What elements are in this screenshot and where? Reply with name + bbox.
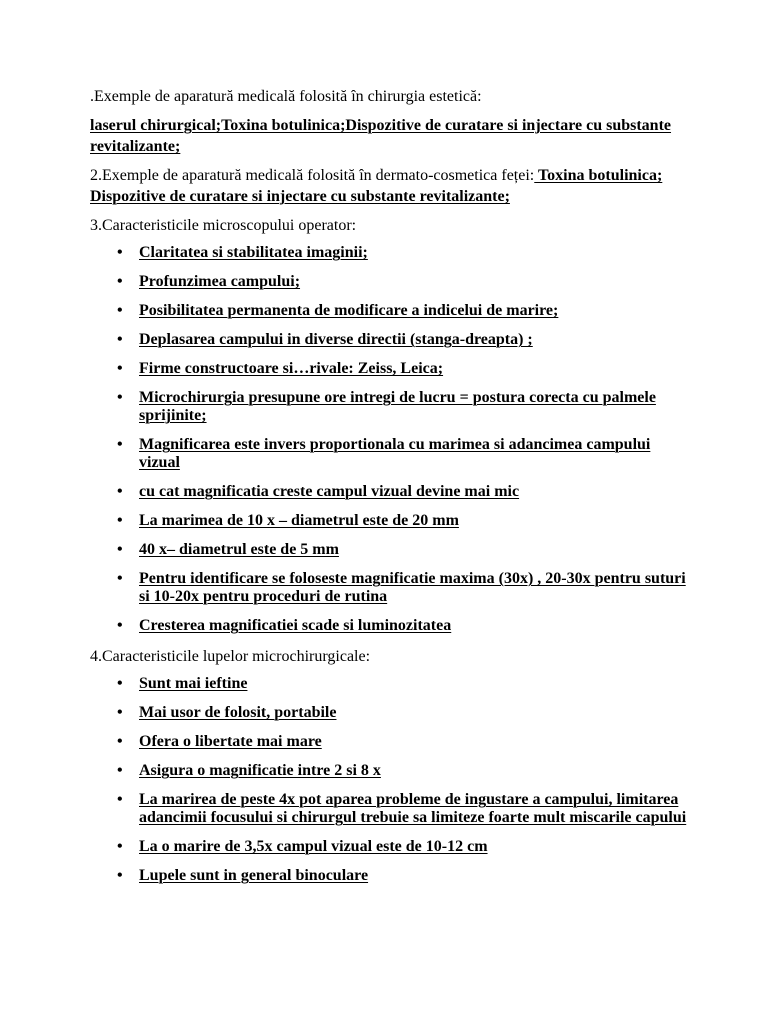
list-item-text: Lupele sunt in general binoculare	[139, 867, 369, 884]
list-item: • Deplasarea campului in diverse directii (stanga-dreapta) ;	[117, 331, 533, 348]
list-item: • Magnificarea este invers proportionala cu marimea si adancimea campului vizual	[117, 436, 651, 471]
list-item: • Mai usor de folosit, portabile	[117, 704, 337, 721]
list-item: • Firme constructoare si…rivale: Zeiss, Leica;	[117, 360, 444, 377]
list-item-text: La marimea de 10 x – diametrul este de 20 mm	[139, 512, 459, 529]
list-item: • Cresterea magnificatiei scade si luminozitatea	[117, 617, 452, 634]
list-item: • La marirea de peste 4x pot aparea probleme de ingustare a campului, limitarea adancimii focusului si chirurgul trebuie sa limiteze foarte mult miscarile capului	[117, 791, 687, 826]
section1-heading: .Exemple de aparatură medicală folosită în chirurgia estetică:	[90, 88, 482, 105]
list-item-text: Profunzimea campului;	[139, 273, 301, 290]
list-item: • Ofera o libertate mai mare	[117, 733, 322, 750]
list-item-text: Ofera o libertate mai mare	[139, 733, 322, 750]
list-item-text: Sunt mai ieftine	[139, 675, 248, 692]
list-item-text: La marirea de peste 4x pot aparea probleme de ingustare a campului, limitarea adancimii focusului si chirurgul trebuie sa limiteze foarte mult miscarile capului	[139, 791, 687, 826]
list-item-text: La o marire de 3,5x campul vizual este de 10-12 cm	[139, 838, 488, 855]
list-item: • Pentru identificare se foloseste magnificatie maxima (30x) , 20-30x pentru suturi si 10-20x pentru proceduri de rutina	[117, 570, 686, 605]
list-item-text: Claritatea si stabilitatea imaginii;	[139, 244, 368, 261]
section4-list	[90, 675, 690, 885]
list-item: • Claritatea si stabilitatea imaginii;	[117, 244, 368, 261]
list-item: • Profunzimea campului;	[117, 273, 301, 290]
section3-heading: 3.Caracteristicile microscopului operator:	[90, 217, 357, 234]
list-item: • cu cat magnificatia creste campul vizual devine mai mic	[117, 483, 520, 500]
list-item: • Posibilitatea permanenta de modificare a indicelui de marire;	[117, 302, 559, 319]
list-item-text: cu cat magnificatia creste campul vizual devine mai mic	[139, 483, 520, 500]
list-item-text: Posibilitatea permanenta de modificare a indicelui de marire;	[139, 302, 559, 319]
section2-answer: Toxina botulinica; Dispozitive de curatare si injectare cu substante revitalizante;	[90, 167, 663, 205]
list-item-text: Magnificarea este invers proportionala cu marimea si adancimea campului vizual	[139, 436, 651, 471]
list-item: • Microchirurgia presupune ore intregi de lucru = postura corecta cu palmele sprijinite;	[117, 389, 656, 424]
list-item: • 40 x– diametrul este de 5 mm	[117, 541, 339, 558]
list-item-text: Cresterea magnificatiei scade si luminozitatea	[139, 617, 452, 634]
list-item: • La o marire de 3,5x campul vizual este de 10-12 cm	[117, 838, 488, 855]
list-item-text: Asigura o magnificatie intre 2 si 8 x	[139, 762, 381, 779]
list-item: • Asigura o magnificatie intre 2 si 8 x	[117, 762, 381, 779]
document-page	[90, 86, 690, 896]
list-item-text: Microchirurgia presupune ore intregi de lucru = postura corecta cu palmele sprijinite;	[139, 389, 656, 424]
list-item: • Lupele sunt in general binoculare	[117, 867, 369, 884]
list-item: • La marimea de 10 x – diametrul este de 20 mm	[117, 512, 459, 529]
list-item-text: Pentru identificare se foloseste magnificatie maxima (30x) , 20-30x pentru suturi si 10-20x pentru proceduri de rutina	[139, 570, 686, 605]
section1-answer: laserul chirurgical;Toxina botulinica;Dispozitive de curatare si injectare cu substante revitalizante;	[90, 117, 672, 155]
list-item: • Sunt mai ieftine	[117, 675, 248, 692]
list-item-text: Deplasarea campului in diverse directii (stanga-dreapta) ;	[139, 331, 533, 348]
section3-list	[90, 244, 690, 635]
list-item-text: Firme constructoare si…rivale: Zeiss, Leica;	[139, 360, 444, 377]
section4-heading: 4.Caracteristicile lupelor microchirurgicale:	[90, 648, 371, 665]
section2-heading: 2.Exemple de aparatură medicală folosită în dermato-cosmetica feței:	[90, 167, 535, 184]
list-item-text: Mai usor de folosit, portabile	[139, 704, 337, 721]
list-item-text: 40 x– diametrul este de 5 mm	[139, 541, 339, 558]
section2-paragraph	[90, 165, 690, 207]
